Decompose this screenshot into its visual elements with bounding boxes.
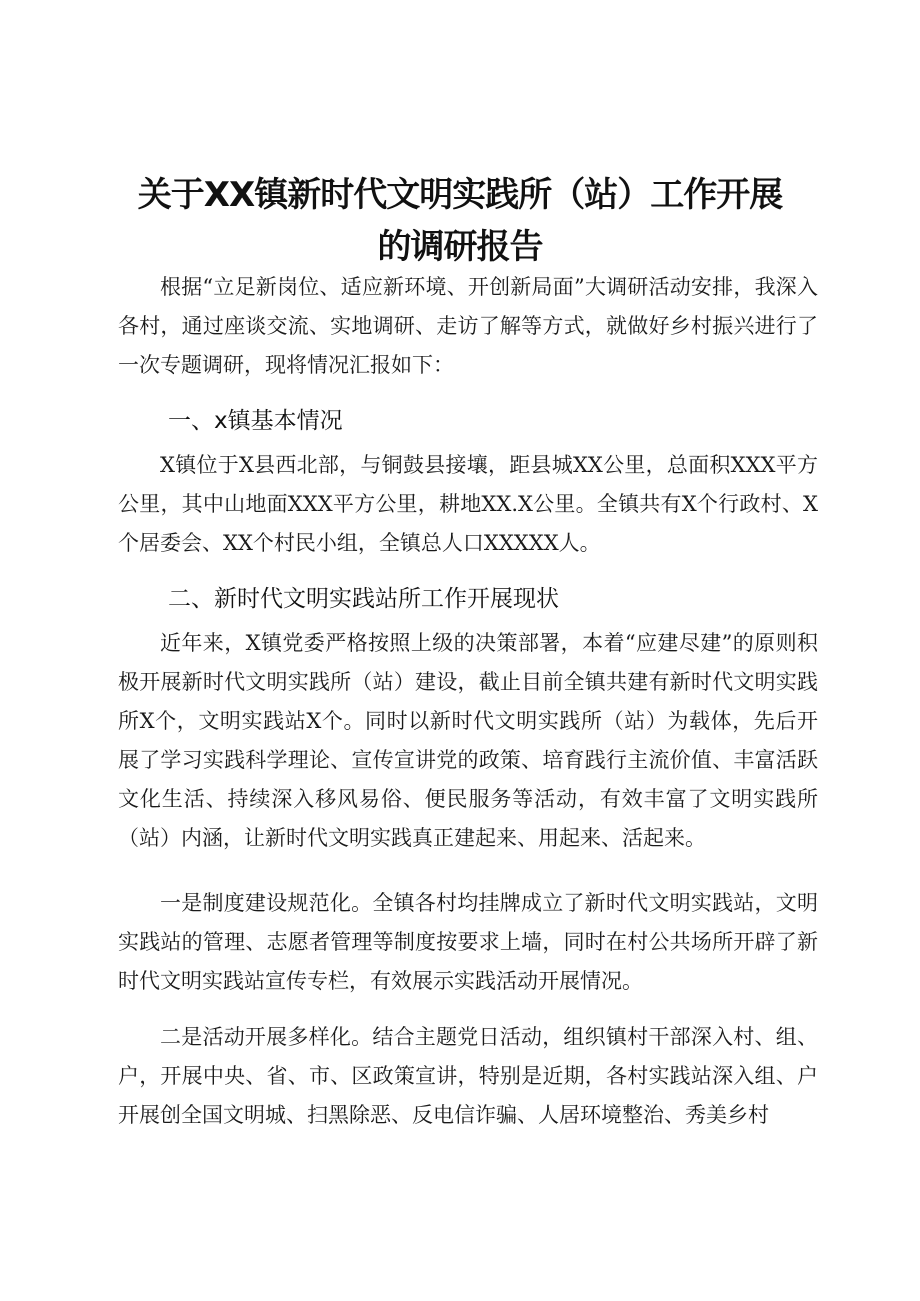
document-title-line-2: 的调研报告: [377, 227, 543, 267]
section-2-heading: 二、新时代文明实践站所工作开展现状: [168, 586, 559, 612]
document-title-line-1: 关于XX镇新时代文明实践所（站）工作开展: [137, 175, 783, 215]
section-2-paragraph-2: 一是制度建设规范化。全镇各村均挂牌成立了新时代文明实践站，文明实践站的管理、志愿者管理等制度按要求上墙，同时在村公共场所开辟了新时代文明实践站宣传专栏，有效展示实践活动开展情况。: [118, 891, 818, 993]
section-1-heading: 一、x镇基本情况: [168, 408, 343, 434]
section-1-paragraph: X镇位于X县西北部，与铜鼓县接壤，距县城XX公里，总面积XXX平方公里，其中山地面XXX平方公里，耕地XX.X公里。全镇共有X个行政村、X个居委会、XX个村民小组，全镇总人口XXXXX人。: [118, 453, 818, 555]
intro-paragraph: 根据“立足新岗位、适应新环境、开创新局面”大调研活动安排，我深入各村，通过座谈交流、实地调研、走访了解等方式，就做好乡村振兴进行了一次专题调研，现将情况汇报如下：: [118, 275, 818, 377]
section-2-paragraph-3: 二是活动开展多样化。结合主题党日活动，组织镇村干部深入村、组、户，开展中央、省、市、区政策宣讲，特别是近期，各村实践站深入组、户开展创全国文明城、扫黑除恶、反电信诈骗、人居环境整治、秀美乡村: [118, 1025, 818, 1127]
section-2-paragraph-1: 近年来，X镇党委严格按照上级的决策部署，本着“应建尽建”的原则积极开展新时代文明实践所（站）建设，截止目前全镇共建有新时代文明实践所X个，文明实践站X个。同时以新时代文明实践所（站）为载体，先后开展了学习实践科学理论、宣传宣讲党的政策、培育践行主流价值、丰富活跃文化生活、持续深入移风易俗、便民服务等活动，有效丰富了文明实践所（站）内涵，让新时代文明实践真正建起来、用起来、活起来。: [118, 631, 818, 850]
